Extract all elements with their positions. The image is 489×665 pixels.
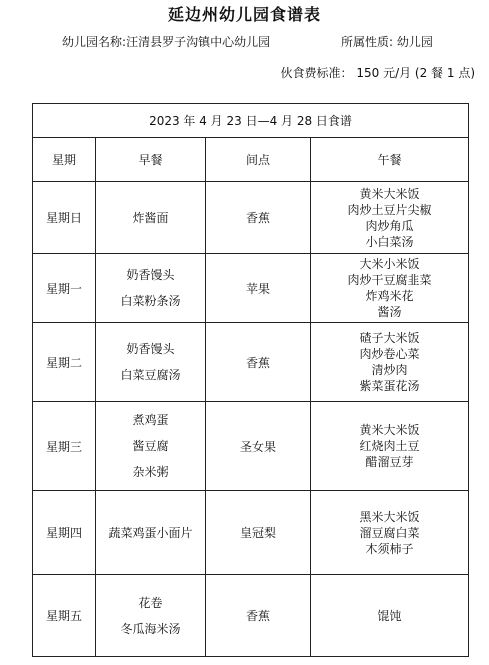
lunch-item: 小白菜汤 bbox=[365, 234, 414, 249]
header-lunch: 午餐 bbox=[311, 138, 469, 182]
breakfast-cell bbox=[96, 491, 206, 575]
nature-label: 所属性质 bbox=[341, 35, 390, 49]
menu-caption: 2023 年 4 月 23 日—4 月 28 日食谱 bbox=[33, 104, 469, 138]
lunch-cell bbox=[311, 182, 469, 254]
breakfast-item: 冬瓜海米汤 bbox=[120, 621, 181, 636]
breakfast-cell bbox=[96, 254, 206, 323]
lunch-cell bbox=[311, 402, 469, 491]
kindergarten-name-line: 幼儿园名称:汪清县罗子沟镇中心幼儿园 bbox=[62, 35, 271, 49]
day-cell: 星期日 bbox=[33, 182, 96, 254]
breakfast-item: 白菜粉条汤 bbox=[120, 294, 181, 308]
day-cell: 星期四 bbox=[33, 491, 96, 575]
breakfast-item: 酱豆腐 bbox=[132, 439, 169, 453]
lunch-item: 肉炒干豆腐韭菜 bbox=[347, 273, 432, 287]
breakfast-cell bbox=[96, 323, 206, 402]
kindergarten-name-label: 幼儿园名称 bbox=[62, 35, 123, 49]
page-title: 延边州幼儿园食谱表 bbox=[167, 5, 321, 24]
snack-cell: 香蕉 bbox=[206, 182, 311, 254]
header-day: 星期 bbox=[33, 138, 96, 182]
lunch-item: 溜豆腐白菜 bbox=[359, 525, 420, 540]
lunch-item: 紫菜蛋花汤 bbox=[359, 379, 420, 393]
nature-line: 所属性质: 幼儿园 bbox=[341, 35, 433, 49]
day-cell: 星期五 bbox=[33, 575, 96, 657]
breakfast-cell bbox=[96, 182, 206, 254]
table-row bbox=[33, 182, 469, 254]
snack-cell: 皇冠梨 bbox=[206, 491, 311, 575]
breakfast-item: 奶香馒头 bbox=[126, 342, 175, 356]
table-row bbox=[33, 254, 469, 323]
table-row bbox=[33, 491, 469, 575]
breakfast-cell bbox=[96, 575, 206, 657]
day-cell: 星期三 bbox=[33, 402, 96, 491]
lunch-cell bbox=[311, 254, 469, 323]
lunch-item: 木须柿子 bbox=[365, 541, 414, 556]
table-row bbox=[33, 402, 469, 491]
lunch-cell bbox=[311, 575, 469, 657]
header-snack: 间点 bbox=[206, 138, 311, 182]
day-cell: 星期一 bbox=[33, 254, 96, 323]
kindergarten-name-value: 汪清县罗子沟镇中心幼儿园 bbox=[126, 35, 271, 49]
lunch-item: 黄米大米饭 bbox=[359, 186, 420, 201]
lunch-item: 清炒肉 bbox=[371, 363, 408, 377]
day-cell: 星期二 bbox=[33, 323, 96, 402]
lunch-item: 酱汤 bbox=[377, 305, 402, 319]
lunch-item: 肉炒卷心菜 bbox=[359, 347, 420, 361]
menu-caption-row bbox=[33, 104, 469, 138]
nature-value: 幼儿园 bbox=[396, 35, 433, 49]
lunch-cell bbox=[311, 491, 469, 575]
table-row bbox=[33, 575, 469, 657]
lunch-item: 红烧肉土豆 bbox=[359, 439, 420, 453]
breakfast-cell bbox=[96, 402, 206, 491]
lunch-item: 黑米大米饭 bbox=[359, 509, 420, 524]
breakfast-item: 炸酱面 bbox=[132, 210, 169, 225]
snack-cell: 香蕉 bbox=[206, 323, 311, 402]
lunch-item: 肉炒角瓜 bbox=[365, 218, 414, 233]
breakfast-item: 杂米粥 bbox=[132, 465, 169, 479]
snack-cell: 苹果 bbox=[206, 254, 311, 323]
lunch-item: 醋溜豆芽 bbox=[365, 455, 414, 469]
lunch-cell bbox=[311, 323, 469, 402]
lunch-item: 黄米大米饭 bbox=[359, 423, 420, 437]
breakfast-item: 煮鸡蛋 bbox=[132, 413, 169, 427]
lunch-item: 肉炒土豆片尖椒 bbox=[347, 202, 432, 217]
breakfast-item: 奶香馒头 bbox=[126, 268, 175, 282]
lunch-item: 碴子大米饭 bbox=[359, 331, 420, 345]
header-breakfast: 早餐 bbox=[96, 138, 206, 182]
header-row bbox=[33, 138, 469, 182]
snack-cell: 香蕉 bbox=[206, 575, 311, 657]
menu-table bbox=[32, 103, 469, 657]
lunch-item: 大米小米饭 bbox=[359, 257, 420, 271]
lunch-item: 炸鸡米花 bbox=[365, 289, 414, 303]
breakfast-item: 蔬菜鸡蛋小面片 bbox=[108, 525, 193, 540]
snack-cell: 圣女果 bbox=[206, 402, 311, 491]
breakfast-item: 白菜豆腐汤 bbox=[120, 368, 181, 382]
table-row bbox=[33, 323, 469, 402]
breakfast-item: 花卷 bbox=[138, 595, 163, 610]
lunch-item: 馄饨 bbox=[377, 608, 402, 623]
fee-standard: 伙食费标准： 150 元/月 (2 餐 1 点) bbox=[280, 66, 475, 80]
